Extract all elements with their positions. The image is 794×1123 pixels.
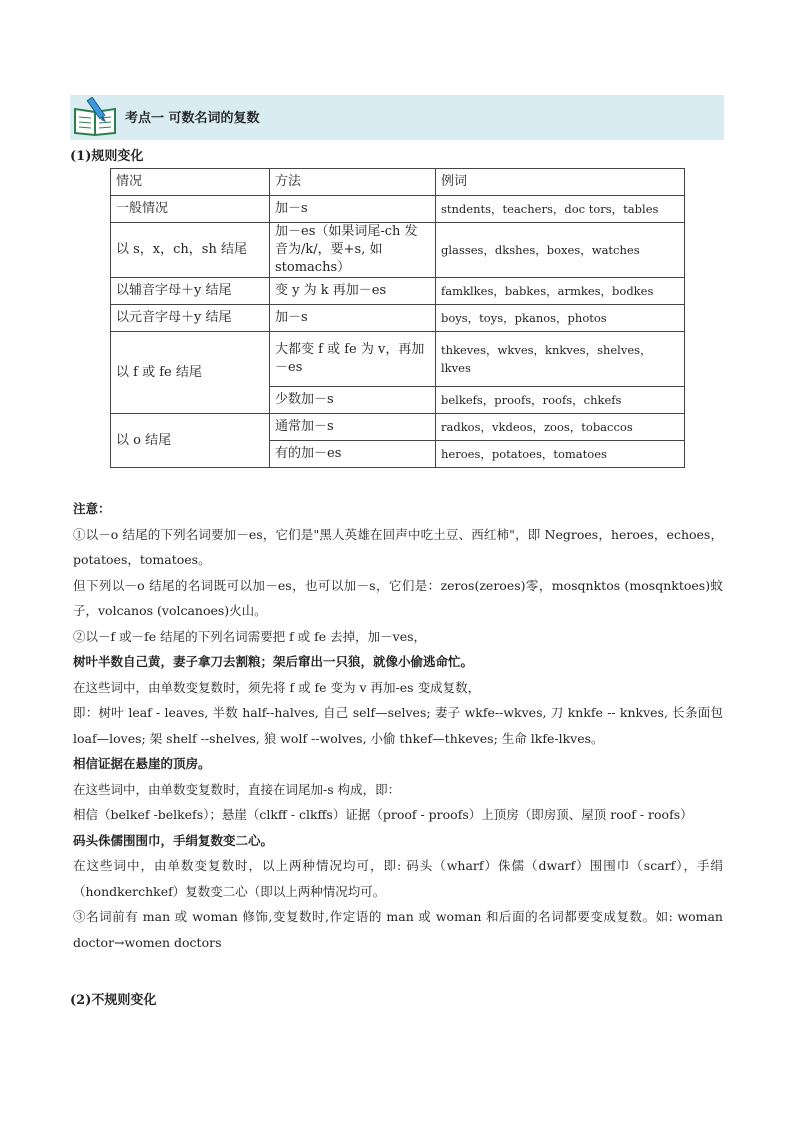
note-line: 在这些词中，由单数变复数时，以上两种情况均可，即: 码头（wharf）侏儒（dwarf）围围巾（scarf），手绢（hondkerchkef）复数变二心（即以上两种情况均可。 bbox=[73, 858, 723, 899]
note-line: 在这些词中，由单数变复数时，直接在词尾加-s 构成，即： bbox=[73, 781, 401, 797]
table-cell: 以 o 结尾 bbox=[111, 414, 270, 468]
table-cell: belkefs，proofs，roofs，chkefs bbox=[436, 387, 685, 414]
table-row bbox=[111, 196, 685, 223]
table-cell: 以辅音字母＋y 结尾 bbox=[111, 278, 270, 305]
mnemonic-line: 相信证据在悬崖的顶房。 bbox=[73, 756, 211, 771]
table-row bbox=[111, 278, 685, 305]
plural-rules-table bbox=[110, 168, 685, 468]
table-cell: 加－s bbox=[270, 196, 436, 223]
table-cell: 以 s，x，ch，sh 结尾 bbox=[111, 223, 270, 278]
table-cell: 变 y 为 k 再加－es bbox=[270, 278, 436, 305]
table-cell: radkos，vkdeos，zoos，tobaccos bbox=[436, 414, 685, 441]
table-cell: 少数加－s bbox=[270, 387, 436, 414]
table-header: 例词 bbox=[436, 169, 685, 196]
table-header: 情况 bbox=[111, 169, 270, 196]
note-line: 在这些词中，由单数变复数时，须先将 f 或 fe 变为 v 再加-es 变成复数， bbox=[73, 679, 481, 695]
section-banner bbox=[70, 95, 724, 140]
table-cell: 加－es（如果词尾-ch 发音为/k/，要+s, 如 stomachs） bbox=[270, 223, 436, 278]
table-cell: 一般情况 bbox=[111, 196, 270, 223]
banner-title: 考点一 可数名词的复数 bbox=[125, 111, 260, 126]
note-line: 但下列以－o 结尾的名词既可以加－es，也可以加－s，它们是：zeros(zeroes)零，mosqnktos (mosqnktoes)蚊子，volcanos (volcanoes)火山。 bbox=[73, 577, 723, 618]
note-line: ③名词前有 man 或 woman 修饰,变复数时,作定语的 man 或 woman 和后面的名词都要变成复数。如: woman doctor→women doctors bbox=[73, 909, 723, 950]
mnemonic-line: 树叶半数自己黄，妻子拿刀去割粮；架后窜出一只狼，就像小偷逃命忙。 bbox=[73, 654, 474, 669]
table-cell: 通常加－s bbox=[270, 414, 436, 441]
table-cell: boys，toys，pkanos，photos bbox=[436, 305, 685, 332]
table-cell: heroes，potatoes，tomatoes bbox=[436, 441, 685, 468]
table-header-row bbox=[111, 169, 685, 196]
table-cell: 加－s bbox=[270, 305, 436, 332]
mnemonic-line: 码头侏儒围围巾，手绢复数变二心。 bbox=[73, 832, 274, 848]
table-cell: 以 f 或 fe 结尾 bbox=[111, 332, 270, 414]
table-row bbox=[111, 223, 685, 278]
table-cell: stndents，teachers，doc tors，tables bbox=[436, 196, 685, 223]
table-cell: 以元音字母＋y 结尾 bbox=[111, 305, 270, 332]
section-heading-regular: (1)规则变化 bbox=[70, 149, 144, 164]
note-line: 相信（belkef -belkefs）；悬崖（clkff - clkffs）证据（proof - proofs）上顶房（即房顶、屋顶 roof - roofs） bbox=[73, 807, 693, 822]
table-cell: 大都变 f 或 fe 为 v，再加－es bbox=[270, 332, 436, 387]
table-row bbox=[111, 305, 685, 332]
table-row bbox=[111, 332, 685, 387]
section-heading-irregular: (2)不规则变化 bbox=[70, 993, 157, 1008]
table-header: 方法 bbox=[270, 169, 436, 196]
notes-section bbox=[73, 496, 723, 955]
notes-title: 注意： bbox=[73, 501, 111, 516]
table-cell: 有的加－es bbox=[270, 441, 436, 468]
note-line: 即：树叶 leaf - leaves, 半数 half--halves, 自己 self—selves; 妻子 wkfe--wkves, 刀 knkfe -- knkves, 长条面包 loaf—loves; 架 shelf --shelves, 狼 wolf --wolves, 小偷 thkef—thkeves; 生命 lkfe-lkves。 bbox=[73, 705, 723, 746]
note-line: ②以－f 或－fe 结尾的下列名词需要把 f 或 fe 去掉，加－ves， bbox=[73, 628, 427, 644]
note-line: ①以－o 结尾的下列名词要加－es，它们是"黑人英雄在回声中吃土豆、西红柿"，即 Negroes，heroes，echoes，potatoes，tomatoes。 bbox=[73, 526, 723, 567]
table-cell: thkeves，wkves，knkves，shelves，lkves bbox=[436, 332, 685, 387]
table-row bbox=[111, 414, 685, 441]
table-cell: glasses，dkshes，boxes，watches bbox=[436, 223, 685, 278]
book-pencil-icon bbox=[73, 97, 117, 137]
table-cell: famklkes，babkes，armkes，bodkes bbox=[436, 278, 685, 305]
